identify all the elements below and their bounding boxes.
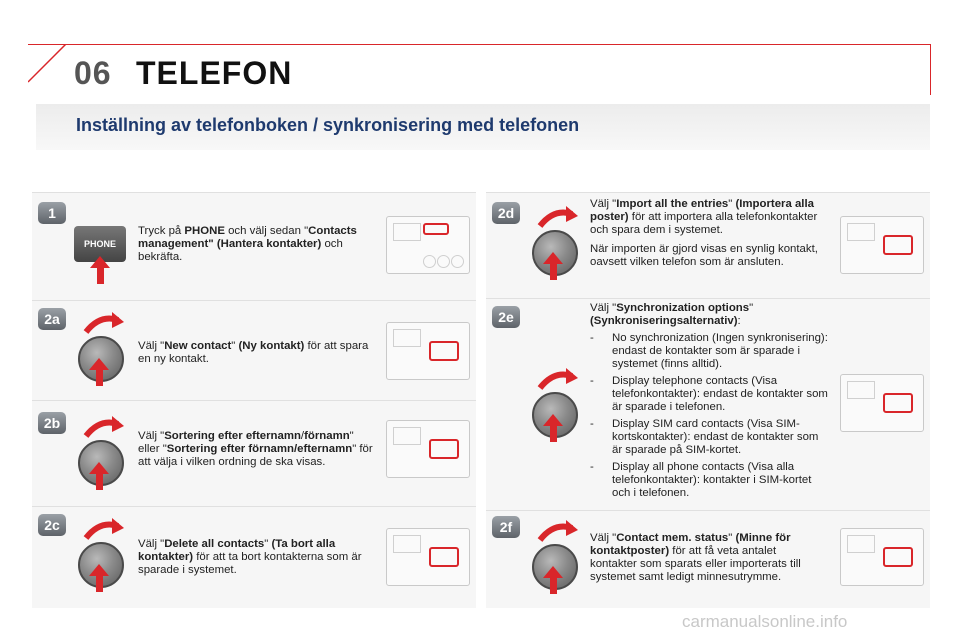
text-part: Välj " <box>590 198 617 210</box>
text-bold: (Synkroniseringsalternativ) <box>590 315 738 327</box>
step-text <box>590 532 826 584</box>
step-divider <box>486 192 930 193</box>
highlight-frame <box>883 547 913 567</box>
radio-screen <box>393 427 421 445</box>
step-badge: 2d <box>492 202 520 224</box>
section-title: Inställning av telefonboken / synkronisering med telefonen <box>76 115 580 135</box>
step-badge: 2c <box>38 514 66 536</box>
step-divider <box>32 300 476 301</box>
red-arrowhead-icon <box>89 358 109 370</box>
text-bold: PHONE <box>184 225 225 237</box>
red-arrow-icon <box>96 370 103 386</box>
red-arrow-icon <box>550 426 557 442</box>
radio-knob <box>423 255 436 268</box>
radio-panel-illustration <box>386 420 470 478</box>
rotate-arrow-icon <box>82 310 126 336</box>
text-bold: förnamn <box>304 430 350 442</box>
text-bold: Synchronization options <box>616 302 750 314</box>
step-divider <box>486 510 930 511</box>
text-bold: Contact mem. status <box>616 532 729 544</box>
text-bold: Sortering efter förnamn/efternamn <box>166 443 353 455</box>
rotate-arrow-icon <box>82 516 126 542</box>
red-arrowhead-icon <box>89 462 109 474</box>
bullet-item: - Display telephone contacts (Visa telefonkontakter): endast de kontakter som är sparade i telefonen. <box>590 375 830 414</box>
red-arrow-icon <box>97 268 104 284</box>
text-part: " för att välja i vilken ordning de ska visas. <box>138 443 373 468</box>
text-bold: Sortering efter efternamn <box>164 430 301 442</box>
text-part: och välj sedan " <box>224 225 309 237</box>
paragraph <box>590 198 826 237</box>
radio-screen <box>393 329 421 347</box>
red-arrow-icon <box>96 576 103 592</box>
highlight-frame <box>429 547 459 567</box>
radio-panel-illustration <box>840 528 924 586</box>
chapter-number: 06 <box>74 55 112 91</box>
text-part: för att spara en ny kontakt. <box>138 340 369 365</box>
step-badge: 2a <box>38 308 66 330</box>
red-arrowhead-icon <box>543 566 563 578</box>
highlight-frame <box>883 235 913 255</box>
bullet-item: - No synchronization (Ingen synkronisering): endast de kontakter som är sparade i systemet (finns alltid). <box>590 332 830 371</box>
radio-panel-illustration <box>386 216 470 274</box>
text-part: och bekräfta. <box>138 238 343 263</box>
radio-panel-illustration <box>840 216 924 274</box>
text-bold: (Minne för kontaktposter) <box>590 532 791 557</box>
text-part: Välj " <box>590 302 617 314</box>
radio-screen <box>393 535 421 553</box>
highlight-frame <box>429 439 459 459</box>
text-bold: (Ny kontakt) <box>238 340 305 352</box>
radio-panel-illustration <box>386 528 470 586</box>
text-part: för att importera alla telefonkontakter och spara dem i systemet. <box>590 211 818 236</box>
rotate-arrow-icon <box>536 366 580 392</box>
step-divider <box>32 192 476 193</box>
step-badge: 2e <box>492 306 520 328</box>
bullet-item: - Display SIM card contacts (Visa SIM-kortskontakter): endast de kontakter som är sparade på SIM-kortet. <box>590 418 830 457</box>
red-arrowhead-icon <box>543 252 563 264</box>
text-part: " <box>728 198 736 210</box>
radio-knob <box>451 255 464 268</box>
chapter-title: TELEFON <box>136 55 293 91</box>
watermark: carmanualsonline.info <box>682 612 848 631</box>
red-arrow-icon <box>96 474 103 490</box>
highlight-frame <box>883 393 913 413</box>
text-part: " eller " <box>138 430 354 455</box>
highlight-frame <box>423 223 449 235</box>
red-arrowhead-icon <box>543 414 563 426</box>
text-bold: (Importera alla poster) <box>590 198 814 223</box>
bullet-item: - Display all phone contacts (Visa alla telefonkontakter): kontakter i SIM-kortet och i telefonen. <box>590 461 830 500</box>
header-corner-decoration <box>28 44 68 84</box>
text-bold: New contact <box>164 340 232 352</box>
red-arrow-icon <box>550 264 557 280</box>
text-part: Välj " <box>138 430 165 442</box>
radio-knob <box>437 255 450 268</box>
step-text <box>138 430 374 469</box>
red-arrowhead-icon <box>89 564 109 576</box>
text-part: Tryck på <box>138 225 185 237</box>
rotate-arrow-icon <box>536 518 580 544</box>
paragraph: När importen är gjord visas en synlig kontakt, oavsett vilken telefon som är ansluten. <box>590 243 818 268</box>
text-part: " <box>749 302 754 314</box>
step-badge: 2f <box>492 516 520 538</box>
text-bold: Import all the entries <box>616 198 729 210</box>
step-text <box>138 225 374 264</box>
radio-screen <box>847 535 875 553</box>
red-arrowhead-icon <box>90 256 110 268</box>
text-part: Välj " <box>138 340 165 352</box>
radio-screen <box>847 223 875 241</box>
text-bold: Contacts management" (Hantera kontakter) <box>138 225 357 250</box>
step-badge: 2b <box>38 412 66 434</box>
rotate-arrow-icon <box>536 204 580 230</box>
red-arrow-icon <box>550 578 557 594</box>
highlight-frame <box>429 341 459 361</box>
text-part: Välj " <box>138 538 165 550</box>
text-part: : <box>737 315 741 327</box>
phone-button-icon: PHONE <box>74 226 126 262</box>
text-part: för att ta bort kontakterna som är sparade i systemet. <box>138 551 362 576</box>
text-bold: Delete all contacts <box>164 538 265 550</box>
step-badge: 1 <box>38 202 66 224</box>
text-part: för att få veta antalet kontakter som sparats eller importerats till systemet samt ledigt minnesutrymme. <box>590 545 801 583</box>
paragraph <box>590 302 830 328</box>
radio-screen <box>393 223 421 241</box>
text-bold: (Ta bort alla kontakter) <box>138 538 336 563</box>
text-part: Välj " <box>590 532 617 544</box>
radio-panel-illustration <box>840 374 924 432</box>
radio-panel-illustration <box>386 322 470 380</box>
step-text <box>138 340 374 366</box>
rotate-arrow-icon <box>82 414 126 440</box>
step-divider <box>32 506 476 507</box>
step-divider <box>486 298 930 299</box>
step-text <box>590 302 830 504</box>
text-part: / <box>300 430 305 442</box>
step-text <box>590 198 826 275</box>
radio-screen <box>847 381 875 399</box>
step-divider <box>32 400 476 401</box>
text-part: " <box>264 538 272 550</box>
text-part: " <box>728 532 736 544</box>
step-text <box>138 538 374 577</box>
text-part: " <box>231 340 239 352</box>
